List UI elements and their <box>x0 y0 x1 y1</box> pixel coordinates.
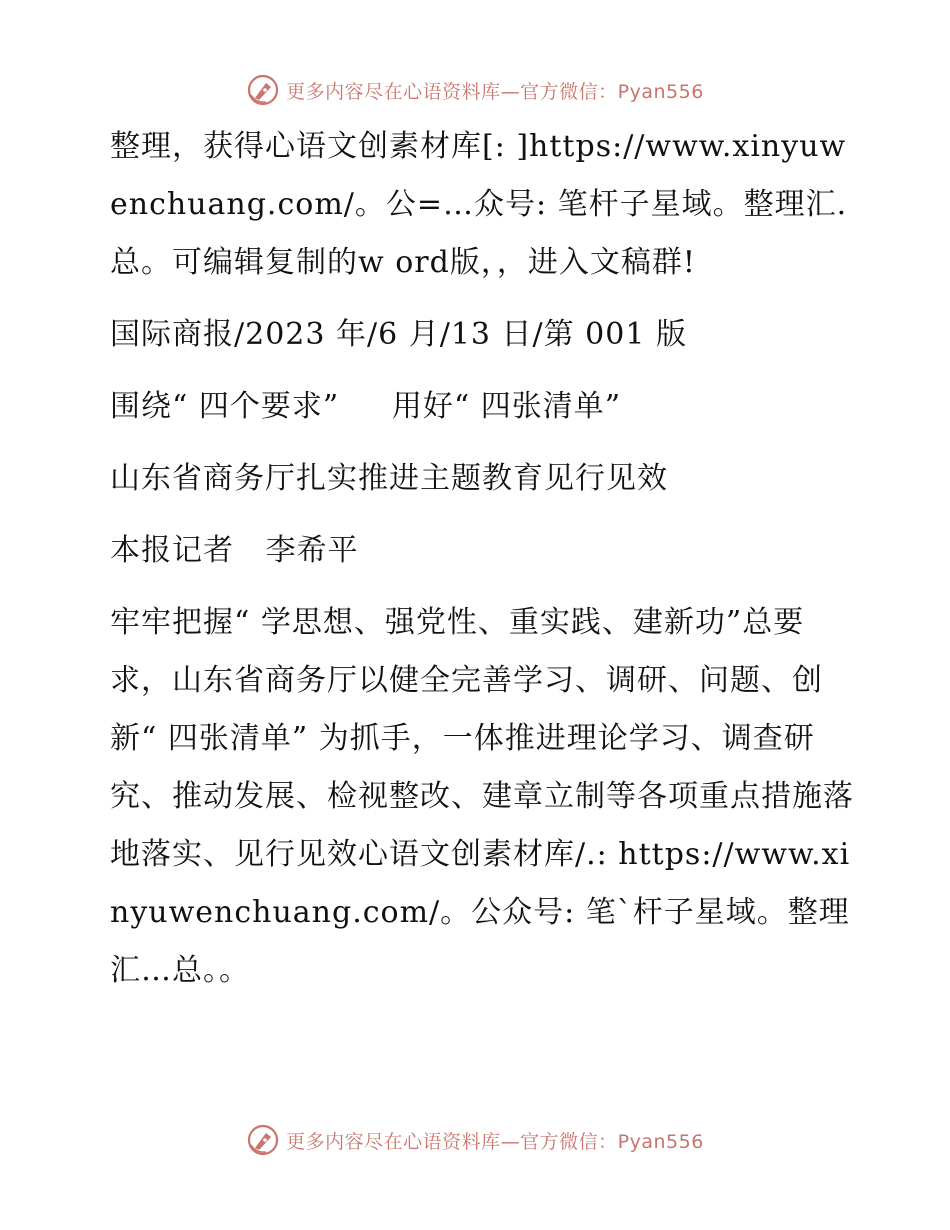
watermark-text: 更多内容尽在心语资料库—官方微信：Pyan556 <box>286 80 704 103</box>
watermark-banner-top <box>0 70 950 110</box>
source-line: 国际商报/2023 年/6 月/13 日/第 001 版 <box>110 317 687 352</box>
intro-paragraph: 整理，获得心语文创素材库[: ]https://www.xinyuwenchuang.com/。公=…众号: 笔杆子星域。整理汇.总。可编辑复制的w ord版，，进入文稿群! <box>110 129 848 280</box>
body-paragraph: 牢牢把握“ 学思想、强党性、重实践、建新功”总要求，山东省商务厅以健全完善学习、调研、问题、创新“ 四张清单” 为抓手，一体推进理论学习、调查研究、推动发展、检视整改、建章立制等各项重点措施落地落实、见行见效心语文创素材库/.: https://www.xinyuwenchuang.com/。公众号: 笔`杆子星域。整理汇…总。。 <box>110 605 854 988</box>
pen-nib-circle-logo <box>246 73 280 107</box>
headline: 围绕“ 四个要求” 用好“ 四张清单” <box>110 389 622 424</box>
pen-nib-circle-logo <box>246 1123 280 1157</box>
document-body <box>97 118 857 1014</box>
watermark-banner-bottom <box>0 1120 950 1160</box>
subheadline: 山东省商务厅扎实推进主题教育见行见效 <box>110 461 668 496</box>
watermark-text: 更多内容尽在心语资料库—官方微信：Pyan556 <box>286 1130 704 1153</box>
byline: 本报记者 李希平 <box>110 533 359 568</box>
